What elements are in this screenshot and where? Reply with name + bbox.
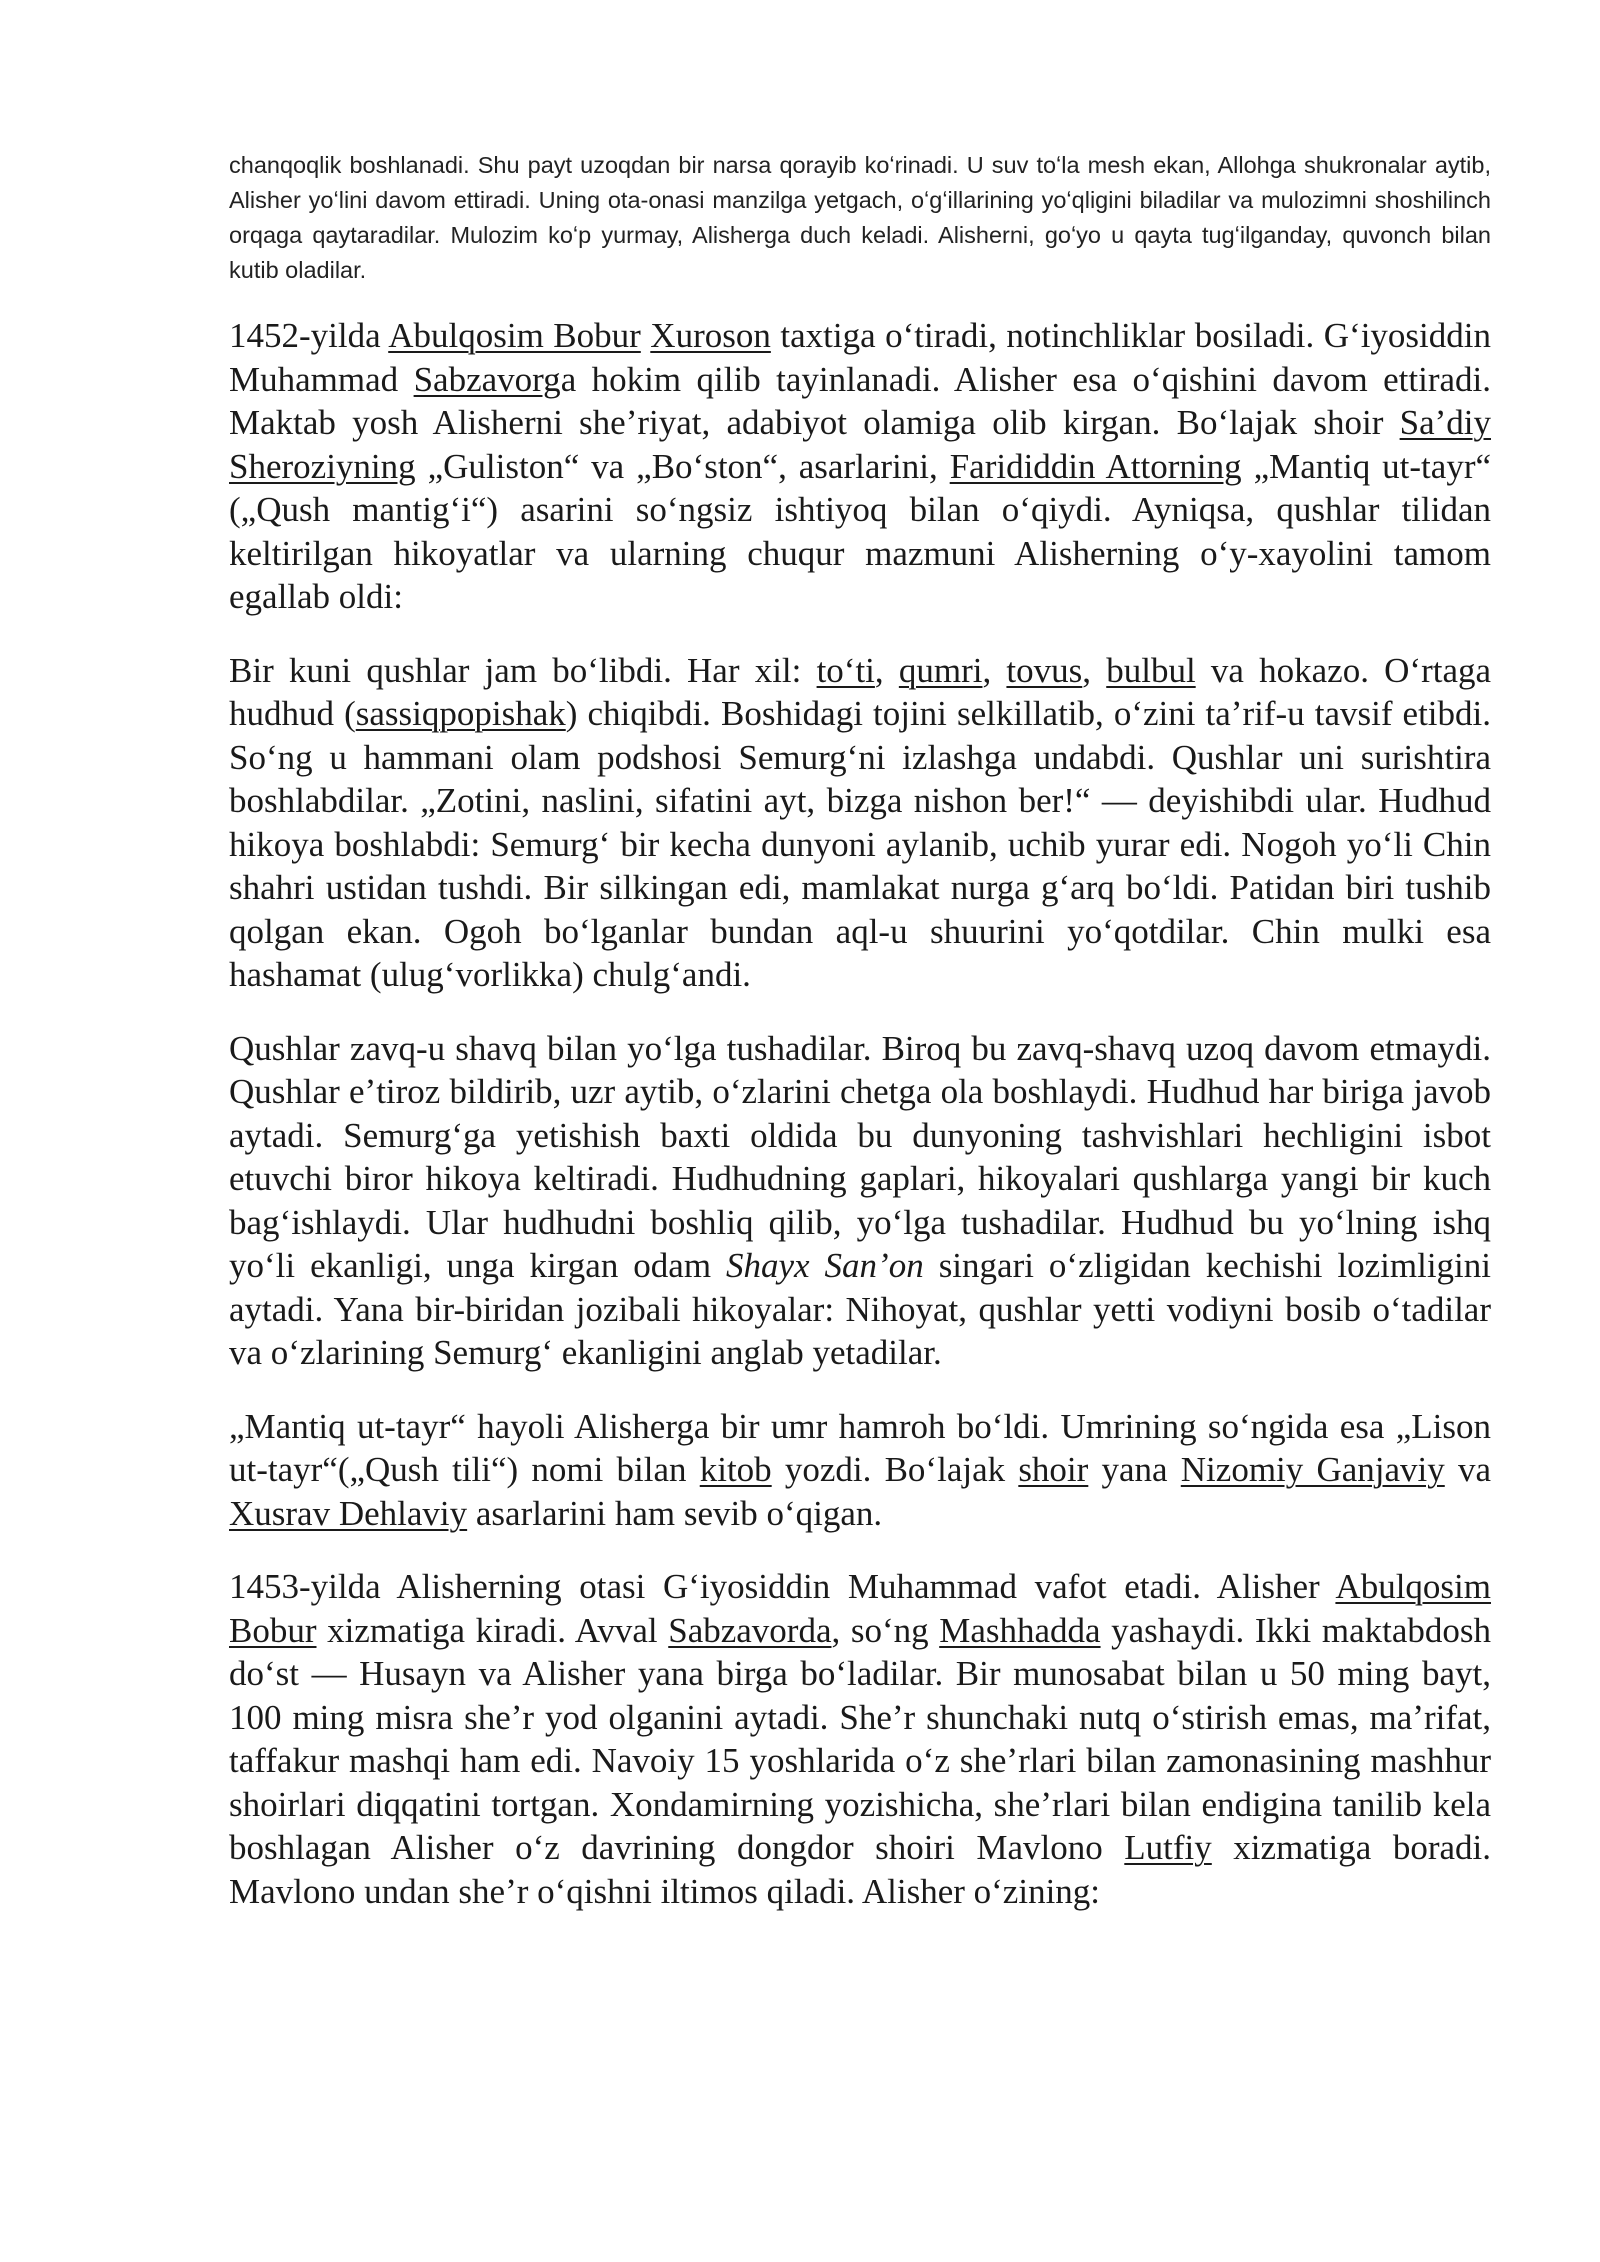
- wiki-link[interactable]: bulbul: [1106, 650, 1196, 690]
- wiki-link[interactable]: sassiqpopishak: [355, 694, 566, 733]
- text-run: taxtiga oʻtiradi, notinchliklar bosiladi. Gʻiyosiddin Muhammad: [229, 316, 1492, 399]
- text-run: a hokim qilib tayinlanadi. Alisher esa oʻqishini davom ettiradi. Maktab yosh Alisherni sheʼriyat, adabiyot olamiga olib kirgan. Boʻlajak shoir: [229, 359, 1492, 442]
- text-run: 1453-yilda Alisherning otasi Gʻiyosiddin Muhammad vafot etadi. Alisher: [229, 1567, 1336, 1606]
- wiki-link[interactable]: Nizomiy Ganjaviy: [1180, 1450, 1445, 1489]
- wiki-link[interactable]: Xuroson: [650, 316, 771, 355]
- text-run: ,: [982, 650, 1007, 690]
- wiki-link[interactable]: Saʼdiy Sheroziyning: [229, 403, 1491, 486]
- text-run: ,: [1082, 650, 1107, 690]
- wiki-link[interactable]: Abulqosim Bobur: [388, 316, 641, 355]
- text-run: [641, 316, 651, 355]
- wiki-link[interactable]: Farididdin Attorning: [949, 446, 1242, 486]
- wiki-link[interactable]: Xusrav Dehlaviy: [229, 1493, 468, 1533]
- body-text: [229, 314, 1491, 1913]
- wiki-link[interactable]: qumri: [898, 650, 983, 690]
- text-run: ) chiqibdi. Boshidagi tojini selkillatib, oʻzini taʼrif-u tavsif etibdi. Soʻng u hammani olam podshosi Semurgʻni izlashga undabdi. Qushlar uni surishtira boshlabdilar. „Zotini, naslini, sifatini ayt, bizga nishon ber!“ — deyishibdi ular. Hudhud hikoya boshlabdi: Semurgʻ bir kecha dunyoni aylanib, uchib yurar edi. Nogoh yoʻli Chin shahri ustidan tushdi. Bir silkingan edi, mamlakat nurga gʻarq boʻldi. Patidan biri tushib qolgan ekan. Ogoh boʻlganlar bundan aql-u shuurini yoʻqotdilar. Chin mulki esa hashamat (ulugʻvorlikka) chulgʻandi.: [229, 694, 1492, 994]
- document-page: [229, 148, 1491, 1943]
- text-run: „Guliston“ va „Boʻston“, asarlarini,: [415, 446, 950, 486]
- text-run: yashaydi. Ikki maktabdosh doʻst — Husayn va Alisher yana birga boʻladilar. Bir munosabat bilan u 50 ming bayt, 100 ming misra sheʼr yod olganini aytadi. Sheʼr shunchaki nutq oʻstirish emas, maʼrifat, taffakur mashqi ham edi. Navoiy 15 yoshlarida oʻz sheʼrlari bilan zamonasining mashhur shoirlari diqqatini tortgan. Xondamirning yozishicha, sheʼrlari bilan endigina tanilib kela boshlagan Alisher oʻz davrining dongdor shoiri Mavlono: [229, 1610, 1491, 1867]
- wiki-link[interactable]: Mashhadda: [939, 1610, 1101, 1650]
- text-run: yana: [1088, 1450, 1181, 1489]
- body-paragraph: [229, 314, 1491, 619]
- text-run: xizmatiga kiradi. Avval: [316, 1610, 669, 1650]
- intro-paragraph: chanqoqlik boshlanadi. Shu payt uzoqdan bir narsa qorayib koʻrinadi. U suv toʻla mesh ekan, Allohga shukronalar aytib, Alisher yoʻlini davom ettiradi. Uning ota-onasi manzilga yetgach, oʻgʻillarining yoʻqligini biladilar va mulozimni shoshilinch orqaga qaytaradilar. Mulozim koʻp yurmay, Alisherga duch keladi. Alisherni, goʻyo u qayta tugʻilganday, quvonch bilan kutib oladilar.: [229, 152, 1491, 283]
- wiki-link[interactable]: Abulqosim Bobur: [229, 1567, 1491, 1650]
- body-paragraph: [229, 1405, 1491, 1536]
- wiki-link[interactable]: kitob: [699, 1450, 772, 1489]
- wiki-link[interactable]: tovus: [1006, 650, 1083, 690]
- text-run: Qushlar zavq-u shavq bilan yoʻlga tushadilar. Biroq bu zavq-shavq uzoq davom etmaydi. Qushlar eʼtiroz bildirib, uzr aytib, oʻzlarini chetga ola boshlaydi. Hudhud har biriga javob aytadi. Semurgʻga yetishish baxti oldida bu dunyoning tashvishlari hechligini isbot etuvchi biror hikoya keltiradi. Hudhudning gaplari, hikoyalari qushlarga yangi bir kuch bagʻishlaydi. Ular hudhudni boshliq qilib, yoʻlga tushadilar. Hudhud bu yoʻlning ishq yoʻli ekanligi, unga kirgan odam: [229, 1028, 1491, 1285]
- text-run: singari oʻzligidan kechishi lozimligini aytadi. Yana bir-biridan jozibali hikoyalar: Nihoyat, qushlar yetti vodiyni bosib oʻtadilar va oʻzlarining Semurgʻ ekanligini anglab yetadilar.: [229, 1246, 1491, 1372]
- text-run: va hokazo. Oʻrtaga hudhud (: [229, 650, 1492, 733]
- body-paragraph: [229, 649, 1491, 997]
- text-run: Bir kuni qushlar jam boʻlibdi. Har xil:: [229, 650, 817, 690]
- wiki-link[interactable]: Sabzavorg: [413, 359, 561, 399]
- body-paragraph: [229, 1027, 1491, 1375]
- text-run: asarlarini ham sevib oʻqigan.: [467, 1493, 883, 1533]
- text-run: va: [1444, 1450, 1491, 1489]
- wiki-link[interactable]: Lutfiy: [1124, 1828, 1212, 1867]
- text-run: , soʻng: [831, 1610, 940, 1650]
- text-run: ,: [874, 650, 899, 690]
- italic-text: Shayx Sanʼon: [726, 1246, 924, 1285]
- body-paragraph: [229, 1565, 1491, 1913]
- text-run: „Mantiq ut-tayr“ hayoli Alisherga bir umr hamroh boʻldi. Umrining soʻngida esa „Lison ut-tayr“(„Qush tili“) nomi bilan: [229, 1406, 1491, 1489]
- text-run: „Mantiq ut-tayr“ („Qush mantigʻi“) asarini soʻngsiz ishtiyoq bilan oʻqiydi. Ayniqsa, qushlar tilidan keltirilgan hikoyatlar va ularning chuqur mazmuni Alisherning oʻy-xayolini tamom egallab oldi:: [229, 446, 1492, 616]
- text-run: xizmatiga boradi. Mavlono undan sheʼr oʻqishni iltimos qiladi. Alisher oʻzining:: [229, 1828, 1491, 1911]
- wiki-link[interactable]: shoir: [1018, 1450, 1089, 1489]
- wiki-link[interactable]: toʻti: [816, 650, 875, 690]
- wiki-link[interactable]: Sabzavorda: [668, 1610, 832, 1650]
- text-run: yozdi. Boʻlajak: [771, 1450, 1019, 1489]
- text-run: 1452-yilda: [229, 316, 389, 355]
